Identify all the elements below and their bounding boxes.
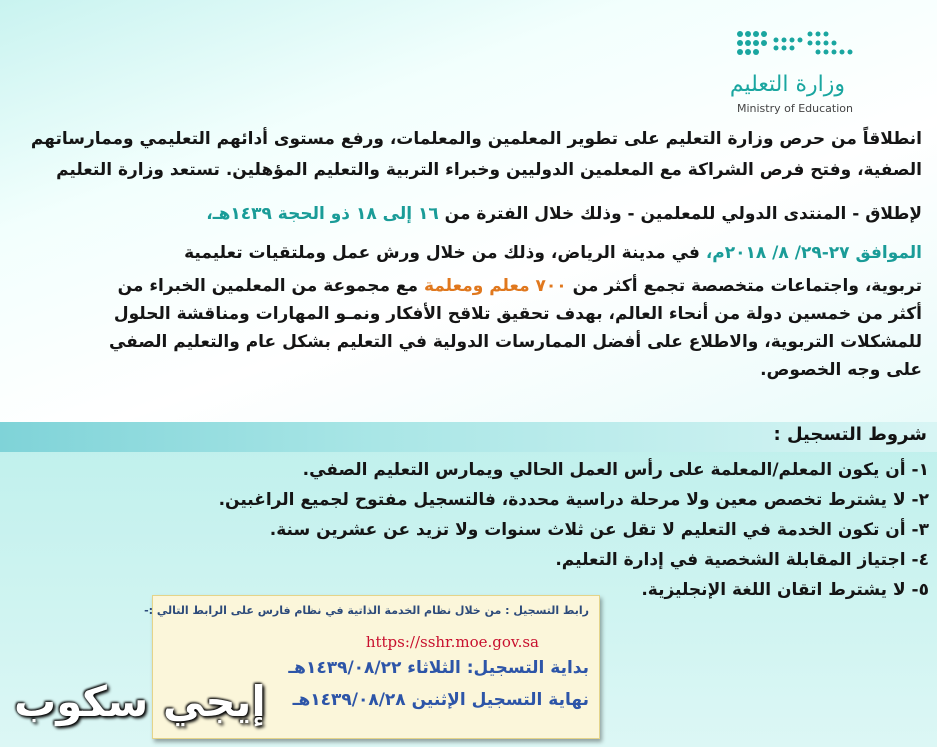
registration-end-date: نهاية التسجيل الإثنين ١٤٣٩/٠٨/٢٨هـ [292,690,589,710]
intro-line: أكثر من خمسين دولة من أنحاء العالم، بهدف تحقيق تلاقح الأفكار ونمـو المهارات ومناقشة الحلول [113,304,922,324]
intro-line-text: الموافق ٢٧-٢٩/ ٨/ ٢٠١٨م، في مدينة الرياض، وذلك من خلال ورش عمل وملتقيات تعليمية [184,243,922,263]
conditions-header-strip [0,422,937,452]
registration-link[interactable]: https://sshr.moe.gov.sa [365,633,539,651]
date-gregorian-highlight: الموافق ٢٧-٢٩/ ٨/ ٢٠١٨م، [705,243,922,263]
conditions-title: شروط التسجيل : [773,424,927,445]
logo-dots-icon [732,26,857,66]
intro-line-dates-2 [8,234,922,272]
logo-arabic-text: وزارة التعليم [729,72,845,97]
intro-line-text: تربوية، واجتماعات متخصصة تجمع أكثر من ٧٠٠ معلم ومعلمة مع مجموعة من المعلمين الخبراء من [117,276,922,296]
ministry-logo [727,20,857,120]
condition-item: ٤- اجتياز المقابلة الشخصية في إدارة التعليم. [555,550,929,570]
condition-item: ٣- أن تكون الخدمة في التعليم لا تقل عن ثلاث سنوات ولا تزيد عن عشرين سنة. [269,520,929,540]
intro-line: الصفية، وفتح فرص الشراكة مع المعلمين الدوليين وخبراء التربية والتعليم المؤهلين. تستعد وزارة التعليم [56,160,922,180]
condition-item: ١- أن يكون المعلم/المعلمة على رأس العمل الحالي ويمارس التعليم الصفي. [302,460,929,480]
watermark: إيجي سكوب [14,677,266,726]
logo-english-text: Ministry of Education [736,102,853,115]
condition-item: ٢- لا يشترط تخصص معين ولا مرحلة دراسية محددة، فالتسجيل مفتوح لجميع الراغبين. [218,490,929,510]
intro-line-dates [8,194,922,234]
registration-box-title: رابط التسجيل : من خلال نظام الخدمة الذاتية في نظام فارس على الرابط التالي :- [144,604,589,617]
condition-item: ٥- لا يشترط اتقان اللغة الإنجليزية. [641,580,929,600]
date-hijri-highlight: ١٦ إلى ١٨ ذو الحجة ١٤٣٩هـ، [206,204,439,224]
conditions-list [29,455,929,605]
intro-line-text: لإطلاق - المنتدى الدولي للمعلمين - وذلك خلال الفترة من ١٦ إلى ١٨ ذو الحجة ١٤٣٩هـ، [206,204,922,224]
intro-line: على وجه الخصوص. [760,360,922,380]
count-highlight: ٧٠٠ معلم ومعلمة [423,276,567,296]
registration-start-date: بداية التسجيل: الثلاثاء ١٤٣٩/٠٨/٢٢هـ [288,658,589,678]
intro-line: للمشكلات التربوية، والاطلاع على أفضل الممارسات الدولية في التعليم بشكل عام والتعليم الصفي [108,332,922,352]
intro-line-count [8,272,922,300]
intro-paragraph [8,124,922,384]
intro-line: انطلاقاً من حرص وزارة التعليم على تطوير المعلمين والمعلمات، ورفع مستوى أدائهم التعليمي وممارساتهم [30,129,922,149]
